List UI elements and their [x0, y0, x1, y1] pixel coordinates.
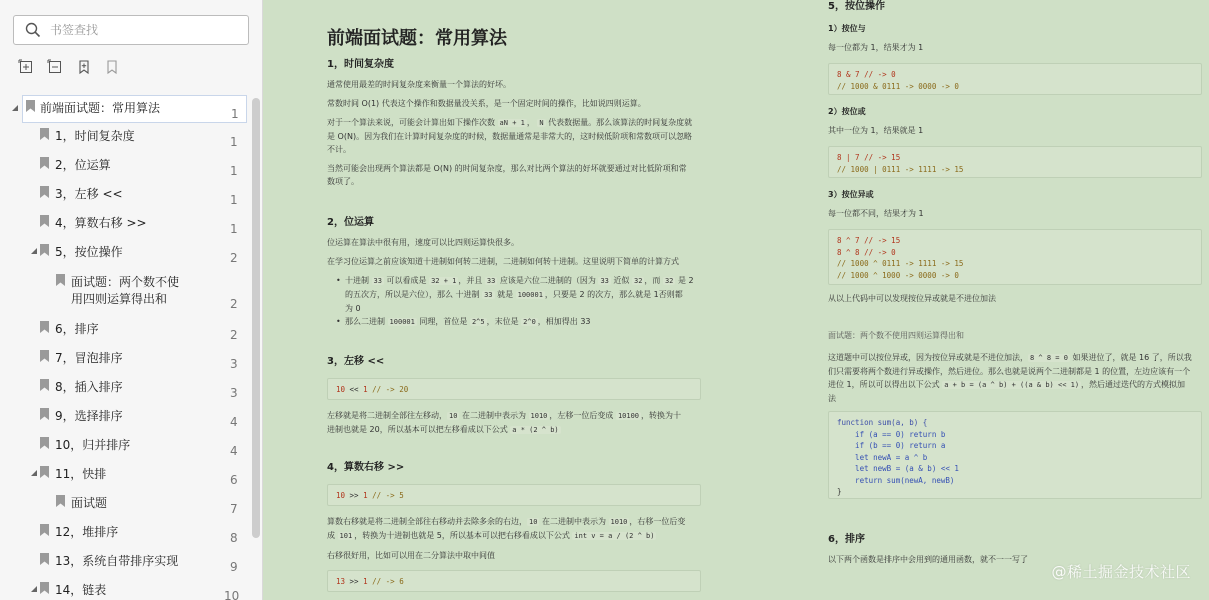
outline-label: 5，按位操作 — [55, 245, 123, 259]
section-heading: 4，算数右移 >> — [327, 462, 405, 473]
section-heading: 3，左移 << — [327, 356, 385, 367]
outline-item[interactable] — [56, 491, 250, 519]
bookmark-search-input[interactable] — [50, 21, 240, 39]
outline-page-number: 2 — [230, 328, 238, 342]
scrollbar-thumb[interactable] — [252, 98, 260, 538]
outline-item[interactable] — [40, 462, 250, 490]
outline-page-number: 8 — [230, 531, 238, 545]
outline-page-number: 1 — [230, 193, 238, 207]
outline-label: 9，选择排序 — [55, 409, 123, 423]
outline-label: 面试题：两个数不使 — [71, 275, 180, 289]
outline-label: 面试题 — [71, 496, 108, 510]
outline-label: 4，算数右移 >> — [55, 216, 147, 230]
paragraph: 每一位都为 1，结果才为 1 — [828, 43, 924, 52]
bookmark-icon — [40, 215, 49, 227]
paragraph: 这道题中可以按位异或，因为按位异或就是不进位加法， 8 ^ 8 = 0 如果进位了，就是 16 了，所以我 们只需要将两个数进行异或操作，然后进位。那么也就是说两个二进制都是 1 的位置，左边应该有一个 进位 1，所以可以得出以下公式 a + b = (a ^ b) + ((a & b) << 1) ，然后通过迭代的方式模拟加 法 — [828, 353, 1192, 403]
search-icon — [25, 22, 41, 38]
bookmark-icon — [40, 186, 49, 198]
outline-label: 6，排序 — [55, 322, 99, 336]
outline-page-number: 10 — [224, 589, 240, 600]
code-block: 13 >> 1 // -> 6 — [327, 570, 701, 592]
outline-item[interactable] — [40, 211, 250, 239]
code-block: 8 & 7 // -> 0 // 1000 & 0111 -> 0000 -> 0 — [828, 63, 1202, 95]
bookmark-icon — [40, 582, 49, 594]
section-heading: 1，时间复杂度 — [327, 59, 394, 70]
section-heading: 2，位运算 — [327, 217, 374, 228]
collapse-triangle-icon[interactable] — [11, 104, 19, 112]
outline-page-number: 4 — [230, 415, 238, 429]
paragraph: 其中一位为 1，结果就是 1 — [828, 126, 924, 135]
bookmark-icon — [40, 553, 49, 565]
section-heading: 6，排序 — [828, 534, 865, 545]
outline-item-root[interactable] — [22, 95, 247, 123]
collapse-triangle-icon[interactable] — [30, 585, 38, 593]
expand-all-icon[interactable] — [18, 59, 36, 77]
code-block: function sum(a, b) { if (a == 0) return b if (b == 0) return a let newA = a ^ b let newB = (a & b) << 1 return sum(newA, newB) } — [828, 411, 1202, 499]
code-block: 8 ^ 7 // -> 15 8 ^ 8 // -> 0 // 1000 ^ 0111 -> 1111 -> 15 // 1000 ^ 1000 -> 0000 -> 0 — [828, 229, 1202, 285]
bookmark-icon — [56, 495, 65, 507]
bookmark-icon — [40, 350, 49, 362]
collapse-triangle-icon[interactable] — [30, 247, 38, 255]
outline-label: 11，快排 — [55, 467, 107, 481]
outline-item[interactable] — [40, 153, 250, 181]
paragraph: 通常使用最差的时间复杂度来衡量一个算法的好坏。 — [327, 80, 511, 89]
bookmark-sidebar — [0, 0, 263, 600]
code-block: 8 | 7 // -> 15 // 1000 | 0111 -> 1111 -> 15 — [828, 146, 1202, 178]
subsection-heading: 3）按位异或 — [828, 190, 874, 199]
outline-page-number: 7 — [230, 502, 238, 516]
outline-item[interactable] — [40, 124, 250, 152]
outline-item[interactable] — [40, 404, 250, 432]
bookmark-icon — [40, 408, 49, 420]
outline-item[interactable] — [40, 520, 250, 548]
list-item: • 十进制 33 可以看成是 32 + 1 ，并且 33 应该是六位二进制的（因为 33 近似 32 ，而 32 是 2 的五次方，所以是六位），那么 十进制 33 就是 100001 ，只要是 2 的次方，那么就是 1否则都 为 0 — [335, 274, 707, 315]
outline-item[interactable] — [56, 270, 250, 314]
outline-label: 10，归并排序 — [55, 438, 131, 452]
outline-label: 8，插入排序 — [55, 380, 123, 394]
section-heading: 5，按位操作 — [828, 1, 885, 12]
bookmark-icon — [26, 100, 35, 112]
bookmark-outline-icon[interactable] — [104, 59, 122, 77]
bookmark-icon — [56, 274, 65, 286]
outline-label: 13，系统自带排序实现 — [55, 554, 179, 568]
paragraph: 从以上代码中可以发现按位异或就是不进位加法 — [828, 294, 996, 303]
paragraph: 位运算在算法中很有用，速度可以比四则运算快很多。 — [327, 238, 519, 247]
bookmark-icon — [40, 128, 49, 140]
outline-label: 7，冒泡排序 — [55, 351, 123, 365]
outline-item[interactable] — [40, 578, 250, 600]
outline-label: 14，链表 — [55, 583, 107, 597]
bookmark-icon — [40, 437, 49, 449]
paragraph: 常数时间 O(1) 代表这个操作和数据量没关系，是一个固定时间的操作，比如说四则运算。 — [327, 99, 646, 108]
outline-label: 3，左移 << — [55, 187, 123, 201]
paragraph: 左移就是将二进制全部往左移动， 10 在二进制中表示为 1010 ，左移一位后变成 10100 ，转换为十 进制也就是 20，所以基本可以把左移看成以下公式 a * (2 ^ b) — [327, 411, 682, 434]
sidebar-scrollbar[interactable] — [252, 92, 260, 600]
outline-page-number: 9 — [230, 560, 238, 574]
page-1 — [327, 28, 707, 592]
document-title: 前端面试题：常用算法 — [327, 28, 507, 49]
outline-page-number: 1 — [230, 222, 238, 236]
bookmark-icon — [40, 321, 49, 333]
outline-page-number: 4 — [230, 444, 238, 458]
outline-page-number: 1 — [230, 164, 238, 178]
outline-page-number: 1 — [230, 135, 238, 149]
outline-page-number: 2 — [230, 297, 238, 311]
bookmark-icon — [40, 379, 49, 391]
outline-page-number: 2 — [230, 251, 238, 265]
interview-question-heading: 面试题：两个数不使用四则运算得出和 — [828, 331, 964, 340]
outline-item[interactable] — [40, 375, 250, 403]
collapse-all-icon[interactable] — [47, 59, 65, 77]
outline-item[interactable] — [40, 240, 250, 268]
bookmark-icon — [40, 157, 49, 169]
outline-page-number: 3 — [230, 386, 238, 400]
outline-label-line2: 用四则运算得出和 — [71, 292, 168, 306]
outline-page-number: 1 — [231, 107, 239, 121]
outline-page-number: 3 — [230, 357, 238, 371]
paragraph: 算数右移就是将二进制全部往右移动并去除多余的右边， 10 在二进制中表示为 1010 ，右移一位后变 成 101 ，转换为十进制也就是 5，所以基本可以把右移看成以下公式 int v = a / (2 ^ b) — [327, 517, 686, 540]
outline-page-number: 6 — [230, 473, 238, 487]
outline-label: 前端面试题：常用算法 — [40, 101, 161, 115]
bookmark-outline — [0, 92, 250, 600]
bookmark-icon — [40, 244, 49, 256]
outline-label: 1，时间复杂度 — [55, 129, 135, 143]
code-block: 10 << 1 // -> 20 — [327, 378, 701, 400]
paragraph: 右移很好用，比如可以用在二分算法中取中间值 — [327, 551, 495, 560]
paragraph: 每一位都不同，结果才为 1 — [828, 209, 924, 218]
outline-item[interactable] — [40, 346, 250, 374]
watermark: @稀土掘金技术社区 — [1051, 563, 1191, 581]
outline-item[interactable] — [40, 182, 250, 210]
bookmark-icon — [40, 524, 49, 536]
paragraph: 当然可能会出现两个算法都是 O(N) 的时间复杂度，那么对比两个算法的好坏就要通过对比低阶项和常 数项了。 — [327, 164, 687, 186]
subsection-heading: 2）按位或 — [828, 107, 866, 116]
add-bookmark-icon[interactable] — [76, 59, 94, 77]
paragraph: 以下两个函数是排序中会用到的通用函数，就不一一写了 — [828, 555, 1028, 564]
subsection-heading: 1）按位与 — [828, 24, 866, 33]
paragraph: 对于一个算法来说，可能会计算出如下操作次数 aN + 1 ， N 代表数据量。那么该算法的时间复杂度就 是 O(N)。因为我们在计算时间复杂度的时候，数据量通常是非常大的，这时候低阶项和常数项可以忽略 不计。 — [327, 118, 693, 154]
outline-item[interactable] — [40, 549, 250, 577]
code-block: 10 >> 1 // -> 5 — [327, 484, 701, 506]
outline-label: 12，堆排序 — [55, 525, 119, 539]
list-item: • 那么二进制 100001 同理，首位是 2^5 ，末位是 2^0 ，相加得出 33 — [335, 315, 707, 329]
bookmark-icon — [40, 466, 49, 478]
page-2 — [828, 0, 1202, 566]
paragraph: 在学习位运算之前应该知道十进制如何转二进制，二进制如何转十进制。这里说明下简单的计算方式 — [327, 257, 679, 266]
outline-item[interactable] — [40, 317, 250, 345]
bookmark-search-box[interactable] — [13, 15, 249, 45]
outline-item[interactable] — [40, 433, 250, 461]
outline-label: 2，位运算 — [55, 158, 111, 172]
collapse-triangle-icon[interactable] — [30, 469, 38, 477]
